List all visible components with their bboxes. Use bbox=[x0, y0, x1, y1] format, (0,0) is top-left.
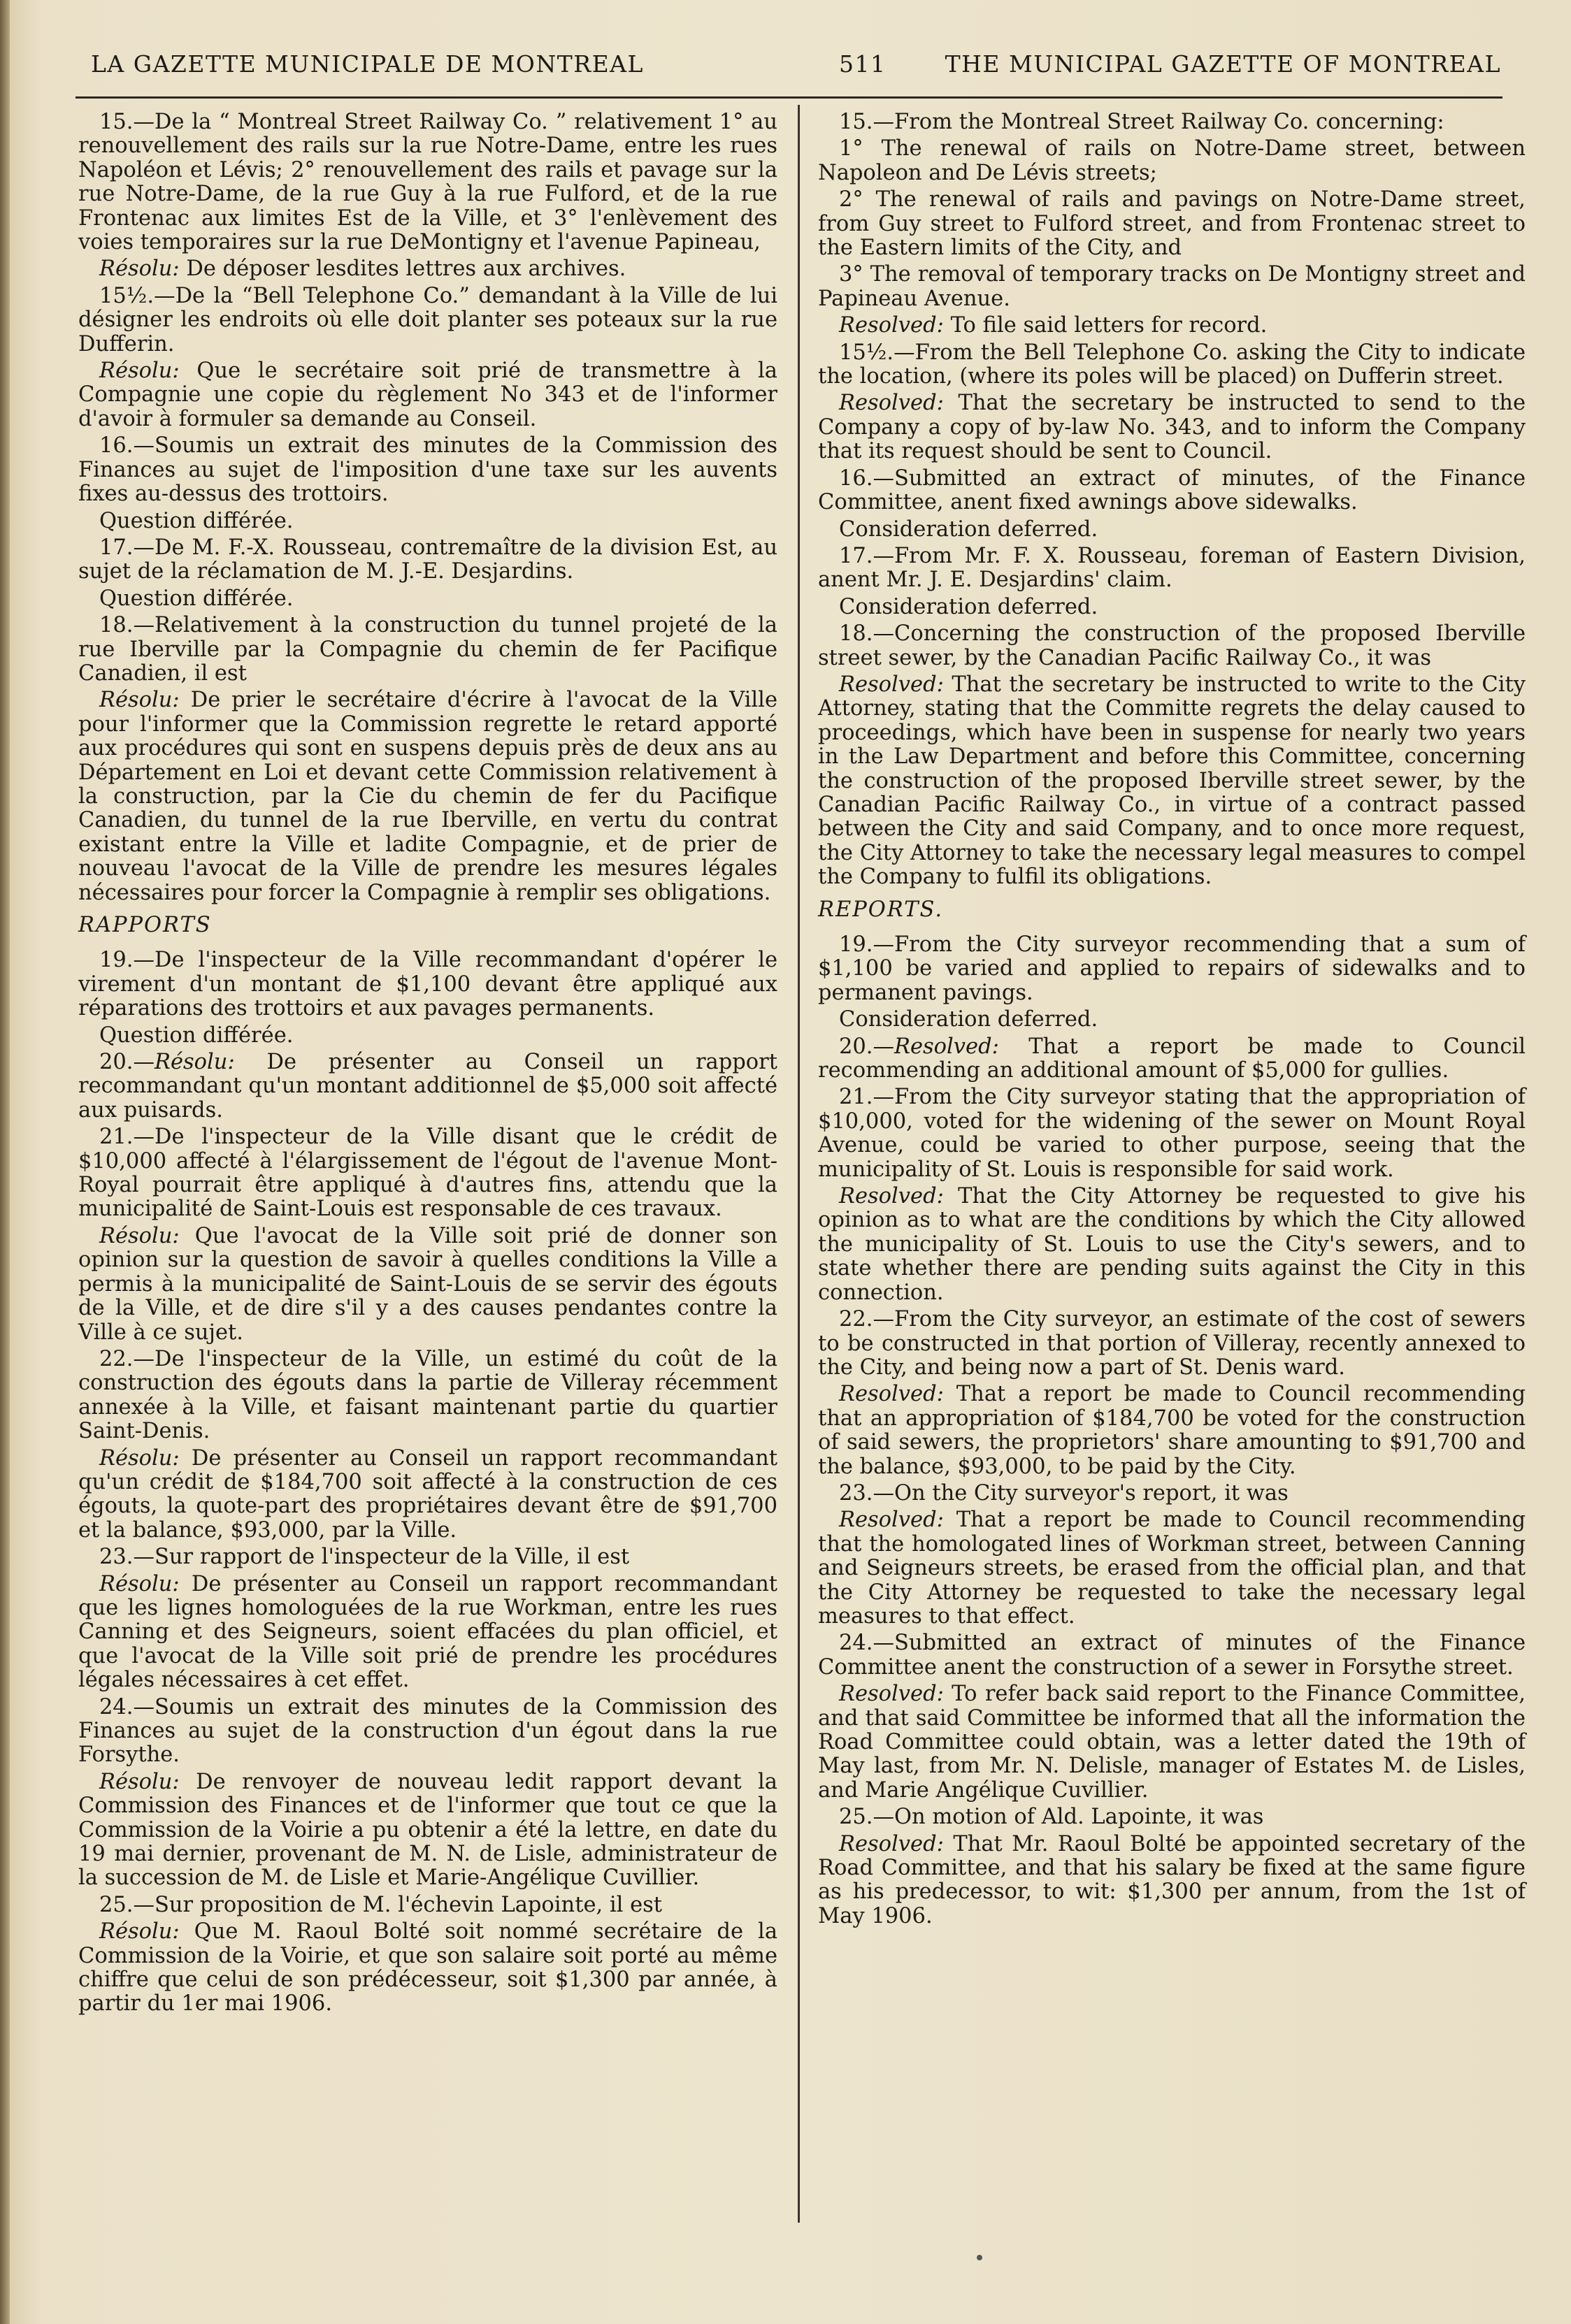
resolution-label: Resolved: bbox=[839, 1508, 944, 1533]
resolution-label: Resolved: bbox=[839, 1184, 944, 1209]
paragraph bbox=[818, 188, 1526, 260]
paragraph bbox=[818, 1482, 1526, 1506]
paragraph bbox=[78, 948, 777, 1020]
page-header bbox=[84, 50, 1501, 87]
paragraph-text: 25.—On motion of Ald. Lapointe, it was bbox=[839, 1805, 1264, 1830]
paragraph-text: 1° The renewal of rails on Notre-Dame street, between Napoleon and De Lévis streets; bbox=[818, 136, 1526, 185]
paragraph-text: De présenter au Conseil un rapport recommandant que les lignes homologuées de la rue Workman, entre les rues Canning et des Seigneurs, soient effacées du plan officiel, et que l'avocat de la Ville soit prié de prendre les procédures légales nécessaires à cet effet. bbox=[78, 1571, 777, 1693]
paragraph bbox=[818, 263, 1526, 311]
paragraph-text: Consideration deferred. bbox=[839, 1007, 1098, 1032]
french-column bbox=[78, 110, 777, 2019]
paragraph bbox=[78, 1545, 777, 1569]
paragraph bbox=[818, 1035, 1526, 1083]
resolution-label: Resolved: bbox=[839, 391, 944, 416]
english-column bbox=[818, 110, 1526, 1931]
resolution-label: Résolu: bbox=[99, 359, 180, 384]
paragraph bbox=[78, 688, 777, 905]
paragraph bbox=[78, 1348, 777, 1444]
resolution-label: Résolu: bbox=[99, 1445, 180, 1471]
paragraph bbox=[818, 314, 1526, 338]
column-divider bbox=[798, 105, 800, 2223]
paragraph bbox=[78, 614, 777, 686]
resolution-label: Résolu: bbox=[99, 257, 180, 282]
paragraph-text: 18.—Relativement à la construction du tunnel projeté de la rue Iberville par la Compagnie du chemin de fer Pacifique Canadien, il est bbox=[78, 613, 777, 686]
paragraph bbox=[818, 1383, 1526, 1479]
paragraph bbox=[78, 1051, 777, 1123]
paragraph bbox=[78, 1447, 777, 1543]
paragraph-text: 21.—From the City surveyor stating that the appropriation of $10,000, voted for the widening of the sewer on Mount Royal Avenue, could be varied to other purpose, seeing that the municipality of St. Louis is responsible for said work. bbox=[818, 1085, 1526, 1182]
section-heading: REPORTS. bbox=[818, 897, 944, 922]
paragraph bbox=[78, 1770, 777, 1891]
paragraph bbox=[818, 110, 1526, 134]
paragraph-text: 25.—Sur proposition de M. l'échevin Lapointe, il est bbox=[99, 1892, 663, 1917]
paragraph-text: 15.—From the Montreal Street Railway Co. concerning: bbox=[839, 110, 1444, 134]
resolution-label: Resolved: bbox=[839, 1831, 944, 1856]
paragraph bbox=[818, 622, 1526, 670]
paragraph-text: 19.—De l'inspecteur de la Ville recommandant d'opérer le virement d'un montant de $1,100 devant être appliqué aux réparations des trottoirs et aux pavages permanents. bbox=[78, 948, 777, 1021]
paragraph-text: 17.—From Mr. F. X. Rousseau, foreman of Eastern Division, anent Mr. J. E. Desjardins' claim. bbox=[818, 543, 1526, 593]
paragraph bbox=[818, 1185, 1526, 1305]
paragraph bbox=[78, 510, 777, 533]
paragraph-text: 16.—Soumis un extrait des minutes de la Commission des Finances au sujet de l'imposition d'une taxe sur les auvents fixes au-dessus des trottoirs. bbox=[78, 433, 777, 507]
paragraph-text: Que l'avocat de la Ville soit prié de donner son opinion sur la question de savoir à quelles conditions la Ville a permis à la municipalité de Saint-Louis de se servir des égouts de la Ville, et de dire s'il y a des causes pendantes contre la Ville à ce sujet. bbox=[78, 1223, 777, 1345]
paragraph bbox=[78, 1125, 777, 1222]
paragraph-text: 2° The renewal of rails and pavings on Notre-Dame street, from Guy street to Fulford street, and from Frontenac street to the Eastern limits of the City, and bbox=[818, 187, 1526, 261]
header-english-title: THE MUNICIPAL GAZETTE OF MONTREAL bbox=[945, 50, 1501, 78]
paragraph-text: 18.—Concerning the construction of the proposed Iberville street sewer, by the Canadian Pacific Railway Co., it was bbox=[818, 621, 1526, 670]
paragraph-text: 15½.—From the Bell Telephone Co. asking the City to indicate the location, (where its poles will be placed) on Dufferin street. bbox=[818, 340, 1526, 389]
paragraph bbox=[818, 391, 1526, 463]
paragraph-text: Question différée. bbox=[99, 1023, 294, 1048]
paragraph bbox=[818, 1085, 1526, 1182]
paragraph bbox=[78, 284, 777, 356]
paragraph bbox=[78, 257, 777, 281]
resolution-label: Résolu: bbox=[99, 1769, 180, 1794]
resolution-label: Resolved: bbox=[894, 1034, 999, 1059]
paragraph bbox=[818, 596, 1526, 619]
paragraph bbox=[818, 1508, 1526, 1629]
paragraph-text: De présenter au Conseil un rapport recommandant qu'un montant additionnel de $5,000 soit affecté aux puisards. bbox=[78, 1050, 777, 1123]
paragraph bbox=[78, 1920, 777, 2016]
paragraph-text: 17.—De M. F.-X. Rousseau, contremaître de la division Est, au sujet de la réclamation de M. J.-E. Desjardins. bbox=[78, 535, 777, 584]
paragraph-text: 23.—Sur rapport de l'inspecteur de la Ville, il est bbox=[99, 1545, 630, 1570]
paragraph bbox=[818, 1805, 1526, 1829]
paragraph bbox=[78, 434, 777, 506]
paragraph-text: 23.—On the City surveyor's report, it was bbox=[839, 1480, 1289, 1506]
paragraph-text: De présenter au Conseil un rapport recommandant qu'un crédit de $184,700 soit affecté à la construction de ces égouts, la quote-part des propriétaires devant être de $91,700 et la balance, $93,000, par la Ville. bbox=[78, 1445, 777, 1543]
paragraph-text: 15.—De la “ Montreal Street Railway Co. ” relativement 1° au renouvellement des rails sur la rue Notre-Dame, entre les rues Napoléon et Lévis; 2° renouvellement des rails et pavage sur la rue Notre-Dame, de la rue Guy à la rue Fulford, et de la rue Frontenac aux limites Est de la Ville, et 3° l'enlèvement des voies temporaires sur la rue DeMontigny et l'avenue Papineau, bbox=[78, 110, 777, 255]
paragraph bbox=[818, 518, 1526, 542]
resolution-label: Resolved: bbox=[839, 672, 944, 697]
paragraph-text: 16.—Submitted an extract of minutes, of the Finance Committee, anent fixed awnings above sidewalks. bbox=[818, 465, 1526, 515]
paragraph bbox=[78, 587, 777, 611]
paragraph bbox=[78, 359, 777, 431]
header-rule bbox=[76, 96, 1502, 99]
item-number: 20.— bbox=[839, 1034, 895, 1059]
paragraph bbox=[78, 1893, 777, 1917]
resolution-label: Résolu: bbox=[99, 1571, 180, 1596]
item-number: 20.— bbox=[99, 1050, 155, 1075]
paragraph-text: That Mr. Raoul Bolté be appointed secretary of the Road Committee, and that his salary be fixed at the same figure as his predecessor, to wit: $1,300 per annum, from the 1st of May 1906. bbox=[818, 1831, 1526, 1928]
paragraph-text: De prier le secrétaire d'écrire à l'avocat de la Ville pour l'informer que la Commission regrette le retard apporté aux procédures qui sont en suspens depuis près de deux ans au Département en Loi et devant cette Commission relativement à la construction, par la Cie du chemin de fer du Pacifique Canadien, du tunnel de la rue Iberville, en vertu du contrat existant entre la Ville et ladite Compagnie, et de prier de nouveau l'avocat de la Ville de prendre les mesures légales nécessaires pour forcer la Compagnie à remplir ses obligations. bbox=[78, 688, 777, 905]
paragraph-text: 22.—From the City surveyor, an estimate of the cost of sewers to be constructed in that portion of Villeray, recently annexed to the City, and being now a part of St. Denis ward. bbox=[818, 1307, 1526, 1380]
paragraph bbox=[78, 536, 777, 584]
paragraph-text: 22.—De l'inspecteur de la Ville, un estimé du coût de la construction des égouts dans la partie de Villeray récemment annexée à la Ville, et faisant maintenant partie du quartier Saint-Denis. bbox=[78, 1346, 777, 1444]
paragraph bbox=[818, 341, 1526, 389]
paragraph bbox=[818, 1008, 1526, 1032]
paragraph-text: Que le secrétaire soit prié de transmettre à la Compagnie une copie du règlement No 343 et de l'informer d'avoir à formuler sa demande au Conseil. bbox=[78, 359, 777, 431]
paragraph-text: Question différée. bbox=[99, 586, 294, 611]
paragraph bbox=[818, 544, 1526, 593]
paragraph bbox=[818, 673, 1526, 890]
paragraph-text: De déposer lesdites lettres aux archives. bbox=[179, 257, 626, 282]
paragraph-text: To refer back said report to the Finance Committee, and that said Committee be informed that all the information the Road Committee could obtain, was a letter dated the 19th of May last, from Mr. N. Delisle, manager of Estates M. de Lisles, and Marie Angélique Cuvillier. bbox=[818, 1682, 1526, 1803]
paragraph bbox=[78, 1696, 777, 1768]
paragraph-text: That a report be made to Council recommending an additional amount of $5,000 for gullies. bbox=[818, 1034, 1526, 1083]
paragraph bbox=[818, 1631, 1526, 1680]
paragraph bbox=[818, 933, 1526, 1005]
paragraph-text: To file said letters for record. bbox=[943, 313, 1268, 338]
paragraph-text: That the secretary be instructed to write to the City Attorney, stating that the Committe regrets the delay caused to proceedings, which have been in suspense for nearly two years in the Law Department and before this Committee, concerning the construction of the proposed Iberville street sewer, by the Canadian Pacific Railway Co., in virtue of a contract passed between the City and said Company, and to once more request, the City Attorney to take the necessary legal measures to compel the Company to fulfil its obligations. bbox=[818, 672, 1526, 890]
paragraph bbox=[818, 1682, 1526, 1803]
resolution-label: Résolu: bbox=[99, 1919, 180, 1944]
paragraph-text: 21.—De l'inspecteur de la Ville disant que le crédit de $10,000 affecté à l'élargissement de l'égout de l'avenue Mont-Royal pourrait être appliqué à d'autres fins, attendu que la municipalité de Saint-Louis est responsable de ces travaux. bbox=[78, 1125, 777, 1222]
resolution-label: Resolved: bbox=[839, 1382, 944, 1407]
resolution-label: Résolu: bbox=[99, 688, 180, 713]
paragraph bbox=[818, 1833, 1526, 1929]
resolution-label: Resolved: bbox=[839, 313, 944, 338]
paragraph-text: 24.—Submitted an extract of minutes of the Finance Committee anent the construction of a sewer in Forsythe street. bbox=[818, 1631, 1526, 1680]
header-french-title: LA GAZETTE MUNICIPALE DE MONTREAL bbox=[91, 50, 644, 78]
paragraph-text: Que M. Raoul Bolté soit nommé secrétaire de la Commission de la Voirie, et que son salaire soit porté au même chiffre que celui de son prédécesseur, soit $1,300 par année, à partir du 1er mai 1906. bbox=[78, 1919, 777, 2016]
paragraph bbox=[78, 1024, 777, 1048]
paragraph bbox=[78, 1573, 777, 1693]
paragraph-text: 24.—Soumis un extrait des minutes de la Commission des Finances au sujet de la construction d'un égout dans la rue Forsythe. bbox=[78, 1694, 777, 1768]
paragraph-text: 19.—From the City surveyor recommending that a sum of $1,100 be varied and applied to repairs of sidewalks and to permanent pavings. bbox=[818, 932, 1526, 1005]
paragraph-text: That a report be made to Council recommending that an appropriation of $184,700 be voted for the construction of said sewers, the proprietors' share amounting to $91,700 and the balance, $93,000, to be paid by the City. bbox=[818, 1382, 1526, 1479]
paragraph-text: De renvoyer de nouveau ledit rapport devant la Commission des Finances et de l'informer que tout ce que la Commission de la Voirie a pu obtenir a été la lettre, en date du 19 mai dernier, provenant de M. N. de Lisle, administrateur de la succession de M. de Lisle et Marie-Angélique Cuvillier. bbox=[78, 1769, 777, 1891]
paragraph-text: That a report be made to Council recommending that the homologated lines of Workman street, between Canning and Seigneurs streets, be erased from the official plan, and that the City Attorney be requested to take the necessary legal measures to that effect. bbox=[818, 1508, 1526, 1629]
paragraph bbox=[78, 110, 777, 254]
paragraph-text: Consideration deferred. bbox=[839, 594, 1098, 619]
ink-speck bbox=[977, 2255, 982, 2260]
paragraph-text: 3° The removal of temporary tracks on De Montigny street and Papineau Avenue. bbox=[818, 262, 1526, 311]
resolution-label: Résolu: bbox=[155, 1050, 235, 1075]
paragraph-text: Consideration deferred. bbox=[839, 517, 1098, 542]
section-heading: RAPPORTS bbox=[78, 913, 212, 937]
page-number: 511 bbox=[839, 50, 887, 78]
paragraph bbox=[818, 1308, 1526, 1380]
paragraph bbox=[78, 1225, 777, 1345]
paragraph-text: Question différée. bbox=[99, 508, 294, 533]
resolution-label: Resolved: bbox=[839, 1682, 944, 1707]
resolution-label: Résolu: bbox=[99, 1223, 180, 1248]
binding-edge bbox=[0, 0, 10, 2324]
paragraph-text: 15½.—De la “Bell Telephone Co.” demandant à la Ville de lui désigner les endroits où elle doit planter ses poteaux sur la rue Dufferin. bbox=[78, 283, 777, 356]
paragraph-text: That the secretary be instructed to send to the Company a copy of by-law No. 343, and to inform the Company that its request should be sent to Council. bbox=[818, 391, 1526, 464]
paragraph-text: That the City Attorney be requested to give his opinion as to what are the conditions by which the City allowed the municipality of St. Louis to use the City's sewers, and to state whether there are pending suits against the City in this connection. bbox=[818, 1184, 1526, 1305]
paragraph bbox=[818, 137, 1526, 185]
paragraph bbox=[818, 467, 1526, 515]
